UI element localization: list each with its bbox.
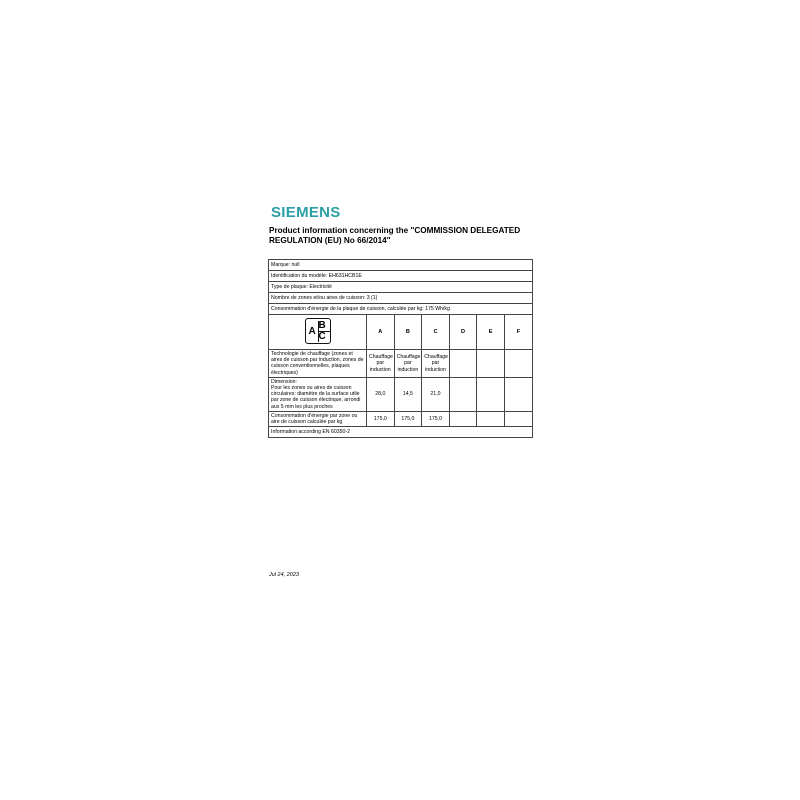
table-cell: 14,5 [394,377,422,411]
consumption-zone-row [269,411,533,426]
table-cell [504,411,532,426]
abc-label-icon: A B C [305,318,331,344]
table-row [269,304,533,315]
column-header: F [504,315,532,350]
info-row: Information according EN 60350-2 [269,427,533,438]
table-cell [504,350,532,378]
consumption-zone-label: Consommation d'énergie par zone ou aire de cuisson calculée par kg [269,411,367,426]
table-cell [477,377,505,411]
column-header: E [477,315,505,350]
model-row: Identification du modèle: EH631HCB1E [269,271,533,282]
table-cell: 175,0 [367,411,395,426]
column-header: D [449,315,477,350]
dimension-label [269,377,367,411]
table-cell [477,411,505,426]
column-header-row [269,315,533,350]
table-row [269,427,533,438]
product-info-table [268,259,533,438]
siemens-logo: SIEMENS [271,204,341,221]
marque-row: Marque: null [269,260,533,271]
table-cell [449,350,477,378]
table-cell [449,411,477,426]
table-row [269,282,533,293]
table-row [269,271,533,282]
table-cell [504,377,532,411]
document-heading: Product information concerning the "COMMISSION DELEGATED REGULATION (EU) No 66/2014" [269,226,521,245]
dimension-label-body: Pour les zones ou aires de cuisson circulaires: diamètre de la surface utile par zone de cuisson électrique, arrondi aux 5 mm les plus proches [271,385,361,410]
table-cell: Chauffage par induction [394,350,422,378]
zones-row: Nombre de zones et/ou aires de cuisson: 3 (1) [269,293,533,304]
table-cell: 28,0 [367,377,395,411]
table-cell [477,350,505,378]
dimension-row [269,377,533,411]
column-header: B [394,315,422,350]
table-cell: 175,0 [422,411,450,426]
table-row [269,260,533,271]
column-header: C [422,315,450,350]
table-cell: 21,0 [422,377,450,411]
document-date: Jul 24, 2023 [269,572,299,578]
plate-type-row: Type de plaque: Electricité [269,282,533,293]
column-header: A [367,315,395,350]
table-cell [449,377,477,411]
technology-label: Technologie de chauffage (zones et aires de cuisson par induction, zones de cuisson conventionnelles, plaques électriques) [269,350,367,378]
icon-cell [269,315,367,350]
dimension-label-title: Dimension: [271,378,297,385]
table-cell: Chauffage par induction [367,350,395,378]
table-cell: 175,0 [394,411,422,426]
table-row [269,293,533,304]
consumption-total-row: Consommation d'énergie de la plaque de cuisson, calculée par kg: 175 Wh/kg [269,304,533,315]
technology-row [269,350,533,378]
table-cell: Chauffage par induction [422,350,450,378]
